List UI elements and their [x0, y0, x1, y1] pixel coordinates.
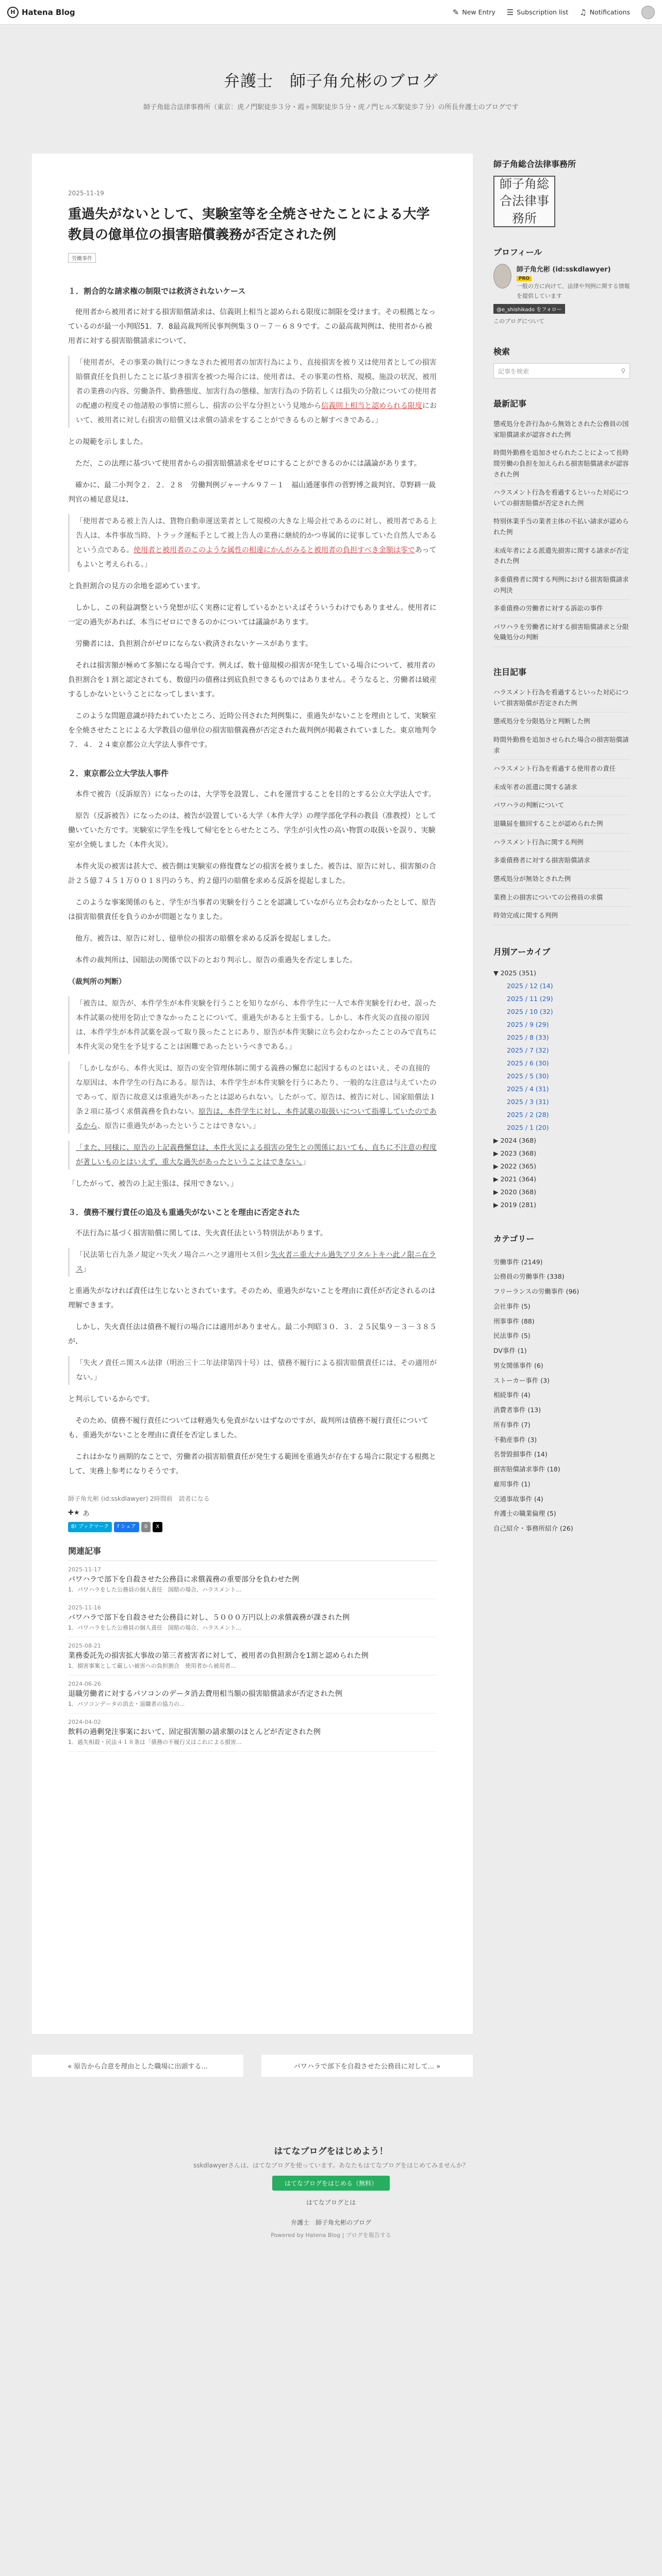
category-link[interactable]: 男女関係事件 (6): [493, 1361, 543, 1369]
share-buttons: [68, 1522, 437, 1532]
paragraph: これはかなり画期的なことで、労働者の損害賠償責任が発生する範囲を重過失が存在する場合に限定する根拠として、実務上参考になりそうです。: [68, 1452, 436, 1476]
entry-article: [32, 154, 473, 2034]
main-column: [32, 154, 473, 2077]
pager: [32, 2055, 473, 2077]
paragraph: との規範を示しました。: [68, 437, 147, 446]
paragraph: と判示しているからです。: [68, 1395, 154, 1403]
related-item[interactable]: 2025-11-16 パワハラで部下を自殺させた公務員に対し、５０００万円以上の求償義務が課された例 1．パワハラをした公務員の個人責任 国賠の場合、ハラスメント...: [68, 1599, 437, 1637]
powered-by[interactable]: Powered by Hatena Blog | ブログを報告する: [271, 2232, 391, 2239]
popular-entry[interactable]: ハラスメント行為を看過する使用者の責任: [493, 760, 630, 778]
footer: [0, 2108, 662, 2255]
paragraph: しかし、失火責任法は債務不履行の場合には適用がありません。最二小判昭３０．３．２５民集９－３－３８５が、: [68, 1323, 437, 1346]
archive-month[interactable]: 2025 / 9 (29): [507, 1020, 549, 1028]
category-link[interactable]: DV事件 (1): [493, 1347, 527, 1355]
popular-module: 注目記事 ハラスメント行為を看過するといった対応について損害賠償が否定された例 懲戒処分を分限処分と判断した例 時間外勤務を追加させられた場合の損害賠償請求 ハラスメント行為を看過する使用者の責任 未成年者の派遣に関する請求 パワハラの判断について 退職届を撤回することが認められた例 ハラスメント行為に関する判例 多重債務者に対する損害賠償請求 懲戒処分が無効とされた例 業務上の損害についての公務員の求償 時効完成に関する判例: [493, 666, 630, 925]
category-link[interactable]: 刑事事件 (88): [493, 1317, 535, 1325]
paragraph: このような事案関係のもと、学生が当事者の実験を行うことを認識していながら立ち会わなかったとして、原告は損害賠償責任を負うのかが問題となりました。: [68, 898, 436, 921]
paragraph: ただ、この法理に基づいて使用者からの損害賠償請求をゼロにすることができるのかには議論があります。: [68, 459, 421, 468]
archive-month[interactable]: 2025 / 12 (14): [507, 981, 553, 990]
popular-entry[interactable]: 時効完成に関する判例: [493, 907, 630, 925]
footer-subtext: sskdlawyerさんは、はてなブログを使っています。あなたもはてなブログをはじめてみませんか？: [193, 2162, 469, 2169]
blog-header: [0, 25, 662, 154]
notifications-button[interactable]: ♫ Notifications: [580, 7, 630, 17]
profile-module: プロフィール 師子角允彬 (id:sskdlawyer) PRO 一般の方に向けて、法律や判例に関する情報を提供しています @e_shishikado をフォロー このブログについて: [493, 246, 630, 327]
archive-module: 月別アーカイブ ▼ 2025 (351) 2025 / 12 (14) 2025 / 11 (29) 2025 / 10 (32) 2025 / 9 (29) 2025 / 8 (33) 2025 / 7 (32) 2025 / 6 (30) 2025 / 5 (30) 2025 / 4 (31) 2025 / 3 (31) 2025 / 2 (28) 2025 / 1 (20) ▶ 2024 (368) ▶ 2023 (368) ▶ 2022 (365) ▶ 2021 (364) ▶ 2020 (368) ▶ 2019 (281): [493, 944, 630, 1211]
paragraph: このような問題意識が持たれていたところ、近時公刊された判例集に、重過失がないことを理由として、実験室を全焼させたことによる大学教員の億単位の損害賠償義務が否定された裁判例が掲載されていました。東京地判令７．４．２４東京都公立大学法人事件です。: [68, 711, 436, 749]
quote: 「使用者が、その事業の執行につきなされた被用者の加害行為により、直接損害を被り又は使用者としての損害賠償責任を負担したことに基づき損害を被つた場合には、使用者は、その事業の性格、規模、施設の状況、被用者の業務の内容、労働条件、勤務態度、加害行為の態様、加害行為の予防若しくは損失の分散についての使用者の配慮の程度その他諸般の事情に照らし、損害の公平な分担という見地から信義則上相当と認められる限度において、被用者に対し右損害の賠償又は求償の請求をすることができるものと解すべきである。」: [68, 355, 437, 428]
paragraph: しかし、この利益調整という発想が広く実務に定着しているかといえばそういうわけでもありません。使用者に一定の過失があれば、本当にゼロにできるのかについては議論があります。: [68, 603, 437, 626]
entry-date[interactable]: 2025-11-19: [68, 190, 104, 197]
archive-month[interactable]: 2025 / 11 (29): [507, 994, 553, 1003]
archive-month[interactable]: 2025 / 10 (32): [507, 1007, 553, 1015]
paragraph: 使用者から被用者に対する損害賠償請求は、信義則上相当と認められる限度に制限を受けます。その根拠となっているのが最一小判昭51．7．8最高裁判所民事判例集３０－７－６８９です。この最高裁判例は、使用者から被用者に対する損害賠償請求について、: [68, 308, 436, 345]
quote: 「失火ノ責任ニ関スル法律（明治三十二年法律第四十号）は、債務不履行による損害賠償責任には、その適用がない。」: [68, 1356, 437, 1385]
popular-entry[interactable]: 未成年者の派遣に関する請求: [493, 778, 630, 797]
category-link[interactable]: 不動産事件 (3): [493, 1435, 537, 1444]
blog-title[interactable]: 弁護士 師子角允彬のブログ: [224, 72, 438, 91]
archive-year[interactable]: ▶ 2022 (365): [493, 1162, 536, 1170]
popular-entry[interactable]: 時間外勤務を追加させられた場合の損害賠償請求: [493, 731, 630, 760]
new-entry-button[interactable]: ✎ New Entry: [452, 7, 495, 17]
paragraph: そのため、債務不履行責任については軽過失も免責がないはずなのですが、裁判所は債務不履行責任についても、重過失がないことを理由に責任を否定しました。: [68, 1416, 428, 1439]
recent-module: 最新記事 懲戒処分を許行為から無効とされた公務員の国家賠償請求が認容された例 時間外勤務を追加させられたことによって長時間労働の負担を加えられる損害賠償請求が認容された例 ハラスメント行為を看過するといった対応についての損害賠償が否定された例 特別休業手当の業者主体の不払い請求が認められた例 未成年者による派遣先損害に関する請求が否定された例 多重債務者に関する判例における損害賠償請求の判決 多重債務の労働者に対する訴訟の事件 パワハラを労働者に対する損害賠償請求と分限免職処分の判断: [493, 397, 630, 647]
archive-year[interactable]: ▶ 2019 (281): [493, 1200, 536, 1209]
category-link[interactable]: 自己紹介・事務所紹介 (26): [493, 1524, 573, 1533]
category-module: カテゴリー 労働事件 (2149) 公務員の労働事件 (338) フリーランスの労働事件 (96) 会社事件 (5) 刑事事件 (88) 民法事件 (5) DV事件 (1) 男女関係事件 (6) ストーカー事件 (3) 相続事件 (4) 消費者事件 (13) 所有事件 (7) 不動産事件 (3) 名誉毀損事件 (14) 損害賠償請求事件 (18) 雇用事件 (1) 交通事故事件 (4) 弁護士の職業倫理 (5) 自己紹介・事務所紹介 (26): [493, 1230, 630, 1536]
hatena-logo-icon: H: [7, 7, 19, 18]
paragraph: 本件で被告（反訴原告）になったのは、大学等を設置し、これを運営することを目的とする公立大学法人です。: [68, 790, 436, 799]
quote-heading: （裁判所の判断）: [68, 977, 126, 986]
quote: 「使用者である被上告人は、貨物自動車運送業者として規模の大きな上場会社であるのに対し、被用者である上告人は、本件事故当時、トラック運転手として被上告人の業務に継続的かつ専属的に従事していた自然人であるという点である。使用者と被用者のこのような属性の相違にかんがみると被用者の負担すべき金額は零であってもよいと考えられる。」: [68, 514, 437, 572]
archive-month[interactable]: 2025 / 4 (31): [507, 1084, 549, 1093]
paragraph: と重過失がなければ責任は生じないとされています。そのため、重過失がないことを理由に責任が否定されるのは理解できます。: [68, 1286, 436, 1310]
recent-entry[interactable]: 未成年者による派遣先損害に関する請求が否定された例: [493, 542, 630, 571]
related-item[interactable]: 2024-06-26 退職労働者に対するパソコンのデータ消去費用相当額の損害賠償請求が否定された例 1．パソコンデータの消去・退職者の協力の...: [68, 1675, 437, 1714]
category-link[interactable]: 所有事件 (7): [493, 1420, 531, 1429]
paragraph: 他方、被告は、原告に対し、億単位の損害の賠償を求める反訴を提起しました。: [68, 934, 335, 943]
recent-entry[interactable]: パワハラを労働者に対する損害賠償請求と分限免職処分の判断: [493, 618, 630, 647]
related-item[interactable]: 2024-04-02 飲料の過剰発注事案において、固定損害額の請求額のほとんどが否定された例 1．過失相殺・民法４１８条は「債務の不履行又はこれによる損害...: [68, 1714, 437, 1752]
entry-author[interactable]: 師子角允彬 (id:sskdlawyer) 2時間前 読者になる: [68, 1495, 210, 1502]
section-heading: ２．東京都公立大学法人事件: [68, 768, 169, 778]
category-link[interactable]: 労働事件 (2149): [493, 1258, 543, 1266]
archive-year[interactable]: ▶ 2021 (364): [493, 1175, 536, 1183]
recent-entry[interactable]: 懲戒処分を許行為から無効とされた公務員の国家賠償請求が認容された例: [493, 415, 630, 444]
recent-entry[interactable]: ハラスメント行為を看過するといった対応についての損害賠償が否定された例: [493, 484, 630, 513]
recent-entry[interactable]: 時間外勤務を追加させられたことによって長時間労働の負担を加えられる損害賠償請求が認容された例: [493, 444, 630, 484]
entry-body: [68, 283, 437, 1479]
popular-entry[interactable]: 懲戒処分が無効とされた例: [493, 870, 630, 889]
popular-entry[interactable]: ハラスメント行為に関する判例: [493, 834, 630, 852]
facebook-share-button[interactable]: f シェア: [114, 1522, 139, 1532]
paragraph: 本件火災の被害は甚大で、被告側は実験室の修復費などの損害を被りました。被告は、原告に対し、損害額の合計２５億７４５１万００１８円のうち、約２億円の賠償を求める反訴を提起しました。: [68, 862, 436, 885]
search-module: 検索 記事を検索 ⚲: [493, 345, 630, 379]
related-item[interactable]: 2025-11-17 パワハラで部下を自殺させた公務員に求償義務の重要部分を負わせた例 1．パワハラをした公務員の個人責任 国賠の場合、ハラスメント...: [68, 1561, 437, 1599]
start-blog-button[interactable]: はてなブログをはじめる（無料）: [272, 2176, 390, 2191]
category-link[interactable]: 相続事件 (4): [493, 1391, 531, 1399]
archive-year[interactable]: ▶ 2023 (368): [493, 1149, 536, 1157]
paragraph: 「したがって、被告の上記主張は、採用できない。」: [68, 1179, 238, 1188]
popular-entry[interactable]: 退職届を撤回することが認められた例: [493, 815, 630, 834]
user-avatar[interactable]: [641, 6, 655, 19]
pro-badge: PRO: [517, 276, 532, 281]
firm-module: 師子角総合法律事務所 師子角総合法律事務所: [493, 158, 630, 227]
search-input[interactable]: 記事を検索 ⚲: [493, 363, 630, 379]
profile-avatar[interactable]: [493, 264, 511, 289]
category-link[interactable]: 民法事件 (5): [493, 1332, 531, 1340]
category-link[interactable]: フリーランスの労働事件 (96): [493, 1287, 580, 1296]
paragraph: 本件の裁判所は、国賠法の関係で以下のとおり判示し、原告の重過失を否定しました。: [68, 956, 357, 964]
paragraph: それは損害額が極めて多額になる場合です。例えば、数十億規模の損害が発生している場合について、被用者の負担割合を１割と認定されても、数億円の債務は到底負担できるものではありません。そうなると、労働者は破産するしかないということになってしまいます。: [68, 661, 437, 699]
profile-name[interactable]: 師子角允彬 (id:sskdlawyer): [516, 266, 611, 274]
category-link[interactable]: 損害賠償請求事件 (18): [493, 1465, 560, 1473]
paragraph: 確かに、最二小判令２．２．２８ 労働判例ジャーナル９７－１ 福山通運事件の菅野博之裁判官、草野耕一裁判官の補足意見は、: [68, 481, 436, 504]
archive-month[interactable]: 2025 / 7 (32): [507, 1046, 549, 1054]
category-link[interactable]: ストーカー事件 (3): [493, 1376, 550, 1384]
archive-month[interactable]: 2025 / 3 (31): [507, 1097, 549, 1106]
category-link[interactable]: 雇用事件 (1): [493, 1480, 531, 1488]
list-icon: ☰: [506, 7, 514, 17]
category-link[interactable]: 会社事件 (5): [493, 1302, 531, 1310]
sidebar: [493, 154, 630, 1555]
blog-home-link[interactable]: 弁護士 師子角允彬のブログ: [290, 2219, 371, 2226]
quote: 「被告は、原告が、本件学生が本件実験を行うことを知りながら、本件学生に一人で本件実験を行わせ、誤った本件試薬の使用を防止できなかったことについて、重過失があると主張する。しかし、本件火災の直接の原因は、本件学生が本件試薬を誤って取り扱ったことにあり、原告が本件実験に立ち会わなかったことのみで直ちに本件火災の発生を予見することは困難であったというべきである。」: [68, 996, 437, 1054]
paragraph: 不法行為に基づく損害賠償に関しては、失火責任法という特別法があります。: [68, 1229, 327, 1238]
related-item[interactable]: 2025-08-21 業務委託先の損害拡大事故の第三者被害者に対して、被用者の負担割合を1割と認められた例 1．損害事案として厳しい被害への負担割合 使用者から被用者...: [68, 1637, 437, 1675]
paragraph: 労働者には、負担割合がゼロにならない救済されないケースがあります。: [68, 639, 313, 648]
about-link[interactable]: このブログについて: [493, 318, 544, 325]
recent-entry[interactable]: 特別休業手当の業者主体の不払い請求が認められた例: [493, 513, 630, 541]
category-link[interactable]: 消費者事件 (13): [493, 1406, 541, 1414]
archive-year[interactable]: ▼ 2025 (351): [493, 969, 536, 977]
category-link[interactable]: 公務員の労働事件 (338): [493, 1273, 565, 1281]
share-count: 0: [141, 1522, 151, 1532]
archive-month[interactable]: 2025 / 6 (30): [507, 1059, 549, 1067]
subscription-list-button[interactable]: ☰ Subscription list: [506, 7, 569, 17]
archive-month[interactable]: 2025 / 2 (28): [507, 1110, 549, 1118]
about-hatena-link[interactable]: はてなブログとは: [306, 2199, 356, 2206]
bell-icon: ♫: [580, 7, 587, 17]
popular-entry[interactable]: ハラスメント行為を看過するといった対応について損害賠償が否定された例: [493, 684, 630, 713]
next-entry-link[interactable]: パワハラで部下を自殺させた公務員に対して... »: [261, 2055, 473, 2077]
archive-month[interactable]: 2025 / 8 (33): [507, 1033, 549, 1041]
hatena-logo[interactable]: H Hatena Blog: [7, 7, 75, 18]
popular-entry[interactable]: パワハラの判断について: [493, 796, 630, 815]
popular-entry[interactable]: 業務上の損害についての公務員の求償: [493, 889, 630, 907]
entry-category[interactable]: 労働事件: [68, 253, 96, 263]
search-icon[interactable]: ⚲: [621, 367, 625, 375]
section-heading: １．割合的な請求権の制限では救済されないケース: [68, 286, 246, 296]
star-row: ✚★ あ: [68, 1509, 90, 1518]
recent-entry[interactable]: 多重債務者に関する判例における損害賠償請求の判決: [493, 571, 630, 600]
bookmark-button[interactable]: B! ブックマーク: [68, 1522, 112, 1532]
prev-entry-link[interactable]: « 原告から合意を理由とした職場に出頭する...: [32, 2055, 243, 2077]
paragraph: と負担割合の見方の余地を認めています。: [68, 582, 205, 590]
firm-logo[interactable]: 師子角総合法律事務所: [493, 176, 555, 227]
popular-entry[interactable]: 懲戒処分を分限処分と判断した例: [493, 713, 630, 731]
pencil-icon: ✎: [452, 7, 459, 17]
quote: 「また、同様に、原告の上記義務懈怠は、本件火災による損害の発生との関係においても、直ちに不注意の程度が著しいものとはいえず、重大な過失があったということはできない。」: [68, 1141, 437, 1170]
related-heading: 関連記事: [68, 1545, 437, 1561]
archive-year[interactable]: ▶ 2020 (368): [493, 1188, 536, 1196]
blog-description: 師子角総合法律事務所（東京：虎ノ門駅徒歩３分・霞ヶ関駅徒歩５分・虎ノ門ヒルズ駅徒歩７分）の所長弁護士のブログです: [143, 104, 519, 111]
archive-month[interactable]: 2025 / 1 (20): [507, 1123, 549, 1131]
x-share-button[interactable]: X: [153, 1522, 162, 1532]
category-link[interactable]: 名誉毀損事件 (14): [493, 1450, 548, 1459]
quote: 「しかしながら、本件火災は、原告の安全管理体制に関する義務の懈怠に起因するものとはいえ、その直接的な原因は、本件学生の行為にある。原告は、本件学生が本件実験を行うにあたり、一般的な注意は与えていたのであって、原告に故意又は重過失があったとは認められない。したがって、原告は、被告に対し、国家賠償法１条２項に基づく求償義務を負わない。原告は、本件学生に対し、本件試薬の取扱いについて指導していたのであるから、原告に重過失があったということはできない。」: [68, 1061, 437, 1133]
category-link[interactable]: 交通事故事件 (4): [493, 1495, 543, 1503]
paragraph: 原告（反訴被告）になったのは、被告が設置している大学（本件大学）の理学部化学科の教員（准教授）として働いていた方です。実験室に学生を残して帰宅をとらせたところ、学生が引火性の高い物質の取扱いを誤り、実験室が全焼しました（本件火災）。: [68, 811, 436, 849]
entry-title[interactable]: 重過失がないとして、実験室等を全焼させたことによる大学教員の億単位の損害賠償義務が否定された例: [68, 207, 430, 243]
add-star-icon[interactable]: ✚★: [68, 1509, 80, 1517]
category-link[interactable]: 弁護士の職業倫理 (5): [493, 1510, 556, 1518]
archive-month[interactable]: 2025 / 5 (30): [507, 1072, 549, 1080]
popular-entry[interactable]: 多重債務者に対する損害賠償請求: [493, 852, 630, 870]
follow-button[interactable]: @e_shishikado をフォロー: [493, 304, 565, 314]
archive-year[interactable]: ▶ 2024 (368): [493, 1136, 536, 1144]
section-heading: ３．債務不履行責任の追及も重過失がないことを理由に否定された: [68, 1207, 301, 1217]
footer-heading: はてなブログをはじめよう！: [274, 2146, 388, 2157]
top-bar: [0, 0, 662, 25]
quote: 「民法第七百九条ノ規定ハ失火ノ場合ニハ之ヲ適用セス但シ失火者ニ重大ナル過失アリタルトキハ此ノ限ニ在ラス」: [68, 1248, 437, 1277]
profile-description: 一般の方に向けて、法律や判例に関する情報を提供しています: [516, 283, 630, 299]
recent-entry[interactable]: 多重債務の労働者に対する訴訟の事件: [493, 600, 630, 618]
